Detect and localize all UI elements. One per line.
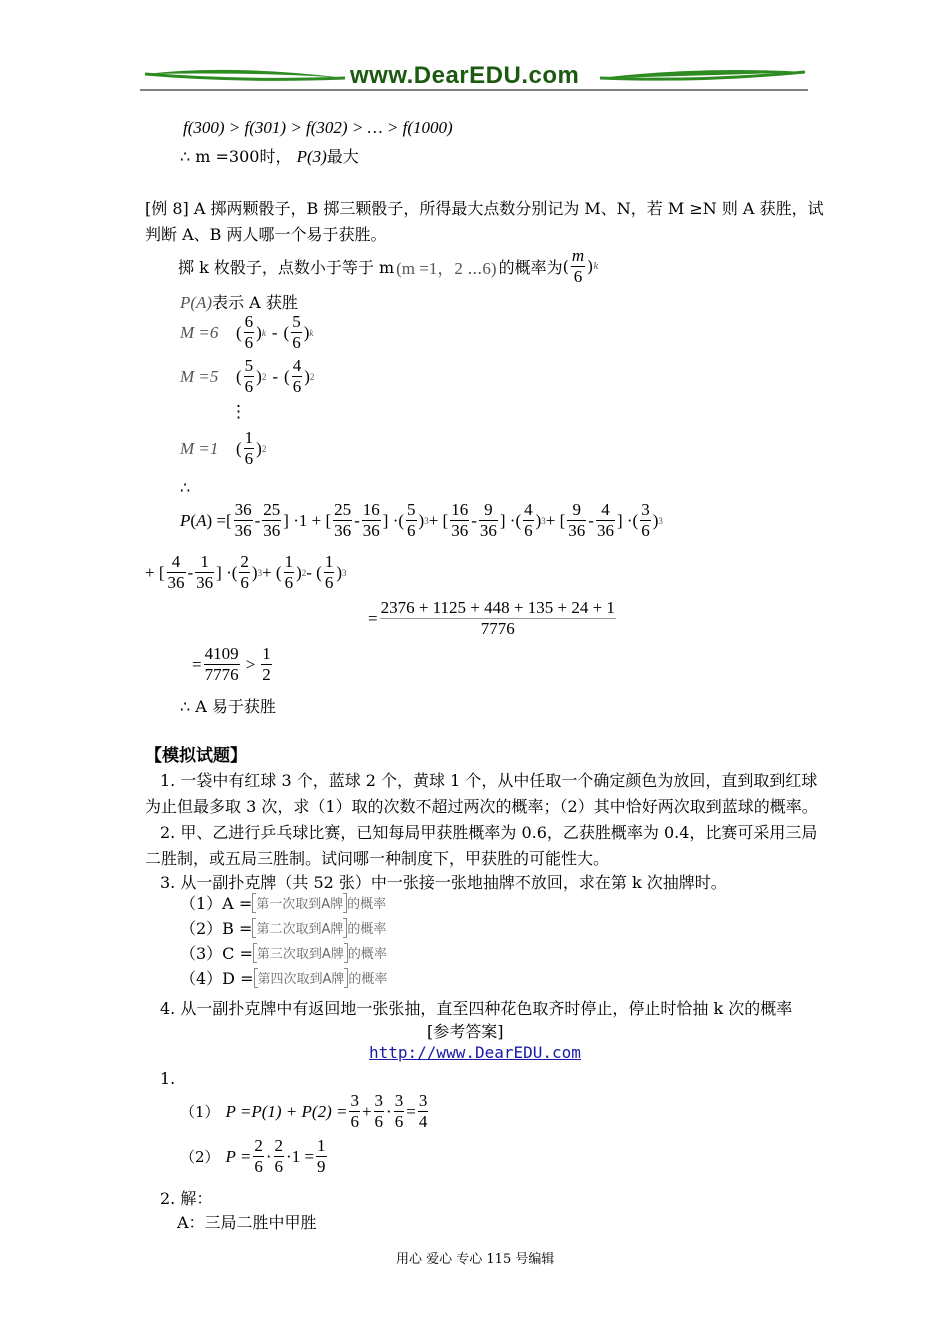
- result-line: = $\frac{4109}{7776}$ > $\frac{1}{2}$: [192, 644, 271, 684]
- m5-line: M =5 ( $\frac{5}{6}$ ) 2 - ( $\frac{4}{6}$ ) 2: [180, 356, 315, 396]
- answer-1-1-expr: P =P(1) + P(2) =: [225, 1101, 348, 1121]
- sum-numerator: 2376 + 1125 + 448 + 135 + 24 + 1: [380, 598, 615, 617]
- q3-line: 3. 从一副扑克牌（共 52 张）中一张接一张地抽牌不放回，求在第 k 次抽牌时。: [160, 873, 727, 892]
- m6-label: M =6: [180, 322, 219, 342]
- answer-1-2-label: （2）: [180, 1148, 220, 1166]
- therefore-symbol: ∴: [180, 478, 191, 497]
- pa-line: [180, 290, 298, 313]
- answer-1-label: 1.: [160, 1069, 176, 1088]
- m5-label: M =5: [180, 366, 219, 386]
- conclusion-line: [180, 144, 359, 167]
- m1-line: M =1 ( $\frac{1}{6}$ ) 2: [180, 428, 267, 468]
- q3-item-suffix: 的概率: [348, 972, 388, 987]
- answer-1-2-expr: P =: [225, 1146, 252, 1166]
- q3-item-1: [180, 891, 386, 914]
- throw-line: 掷 k 枚骰子，点数小于等于 m (m =1，2 ⋯6) 的概率为 ( $\frac{m}{6}$ ) k: [178, 246, 599, 286]
- vdots: ⋮: [230, 402, 247, 421]
- q3-item-3: [180, 941, 387, 964]
- q3-item-label: （2）B =: [180, 919, 253, 938]
- pa-expression-1: P ( A ) =[ $\frac{36}{36}$ - $\frac{25}{36}$ ] ·1 + [ $\frac{25}{36}$ - $\frac{16}{36}$ ] ·( $\frac{5}{6}$ ) 3 + [ $\frac{16}{36}$ - $\frac{9}{36}$ ] ·( $\frac{4}{6}$ ) 3 + [ $\frac{9}{36}$ - $\frac{4}{36}$ ] ·( $\frac{3}{6}$ ) 3: [180, 500, 663, 540]
- pa-text: 表示 A 获胜: [212, 293, 298, 312]
- example8-line2: 判断 A、B 两人哪一个易于获胜。: [145, 225, 387, 244]
- q2-line2: 二胜制，或五局三胜制。试问哪一种制度下，甲获胜的可能性大。: [145, 849, 610, 868]
- q3-item-suffix: 的概率: [347, 897, 387, 912]
- ineq-line: f(300) > f(301) > f(302) > … > f(1000): [183, 118, 453, 137]
- pa-label: P(A): [180, 293, 213, 312]
- q2-line1: 2. 甲、乙进行乒乓球比赛，已知每局甲获胜概率为 0.6，乙获胜概率为 0.4，比赛可采用三局: [160, 823, 818, 842]
- m1-label: M =1: [180, 438, 219, 458]
- throw-paren: (m =1，2 ⋯6): [396, 259, 497, 278]
- q1-line1: 1. 一袋中有红球 3 个，蓝球 2 个，黄球 1 个，从中任取一个确定颜色为放回，直到取到红球: [160, 771, 818, 790]
- q3-item-label: （4）D =: [180, 969, 254, 988]
- half-denominator: 2: [262, 665, 271, 684]
- q3-item-label: （3）C =: [180, 944, 253, 963]
- q3-item-event: 第二次取到A牌: [256, 922, 344, 937]
- q3-item-2: [180, 916, 386, 939]
- example8-line1: [例 8] A 掷两颗骰子，B 掷三颗骰子，所得最大点数分别记为 M、N，若 M ≥N 则 A 获胜，试: [145, 199, 824, 218]
- throw-post: 的概率为: [498, 258, 563, 277]
- answer-2-sub: A：三局二胜中甲胜: [177, 1213, 317, 1232]
- q4-line: 4. 从一副扑克牌中有返回地一张张抽，直至四种花色取齐时停止，停止时恰抽 k 次的概率: [160, 999, 793, 1018]
- conclusion-p: P(3): [296, 147, 327, 166]
- half-numerator: 1: [262, 644, 271, 663]
- m6-line: M =6 ( $\frac{6}{6}$ ) k - ( $\frac{5}{6}$ ) k: [180, 312, 314, 352]
- q3-item-label: （1）A =: [180, 894, 253, 913]
- throw-pre: 掷 k 枚骰子，点数小于等于 m: [178, 258, 395, 277]
- result-denominator: 7776: [204, 665, 239, 684]
- q3-item-event: 第四次取到A牌: [257, 972, 345, 987]
- answer-2-label: 2. 解：: [160, 1189, 213, 1208]
- sum-denominator: 7776: [480, 619, 515, 638]
- pa-expression-2: + [ $\frac{4}{36}$ - $\frac{1}{36}$ ] ·( $\frac{2}{6}$ ) 3 + ( $\frac{1}{6}$ ) 2 - ( $\frac{1}{6}$ ) 3: [145, 552, 347, 592]
- result-numerator: 4109: [204, 644, 239, 663]
- q3-item-suffix: 的概率: [347, 947, 387, 962]
- mock-title: 【模拟试题】: [145, 746, 247, 766]
- site-name: www.DearEDU.com: [350, 62, 580, 89]
- answer-1-1: （1） P =P(1) + P(2) = $\frac{3}{6}$ + $\frac{3}{6}$ · $\frac{3}{6}$ = $\frac{3}{4}$: [180, 1091, 428, 1131]
- q3-item-4: [180, 966, 387, 989]
- page-footer: 用心 爱心 专心 115 号编辑: [396, 1252, 555, 1267]
- header-banner: [140, 62, 808, 92]
- sum-fraction: = $\frac{2376 + 1125 + 448 + 135 + 24 + 1}{7776}$: [368, 598, 615, 638]
- answers-title: [参考答案]: [427, 1022, 504, 1041]
- q1-line2: 为止但最多取 3 次，求（1）取的次数不超过两次的概率；（2）其中恰好两次取到蓝球的概率。: [145, 797, 818, 816]
- q3-item-event: 第一次取到A牌: [256, 897, 344, 912]
- conclusion-post: 最大: [326, 147, 359, 166]
- answer-1-1-label: （1）: [180, 1103, 220, 1121]
- q3-item-event: 第三次取到A牌: [256, 947, 344, 962]
- dearedu-link[interactable]: http://www.DearEDU.com: [369, 1043, 581, 1062]
- conclusion-pre: ∴ m =300时，: [180, 147, 292, 166]
- q3-item-suffix: 的概率: [347, 922, 387, 937]
- answer-1-2: （2） P = $\frac{2}{6}$ · $\frac{2}{6}$ ·1 = $\frac{1}{9}$: [180, 1136, 326, 1176]
- final-conclusion: ∴ A 易于获胜: [180, 697, 276, 716]
